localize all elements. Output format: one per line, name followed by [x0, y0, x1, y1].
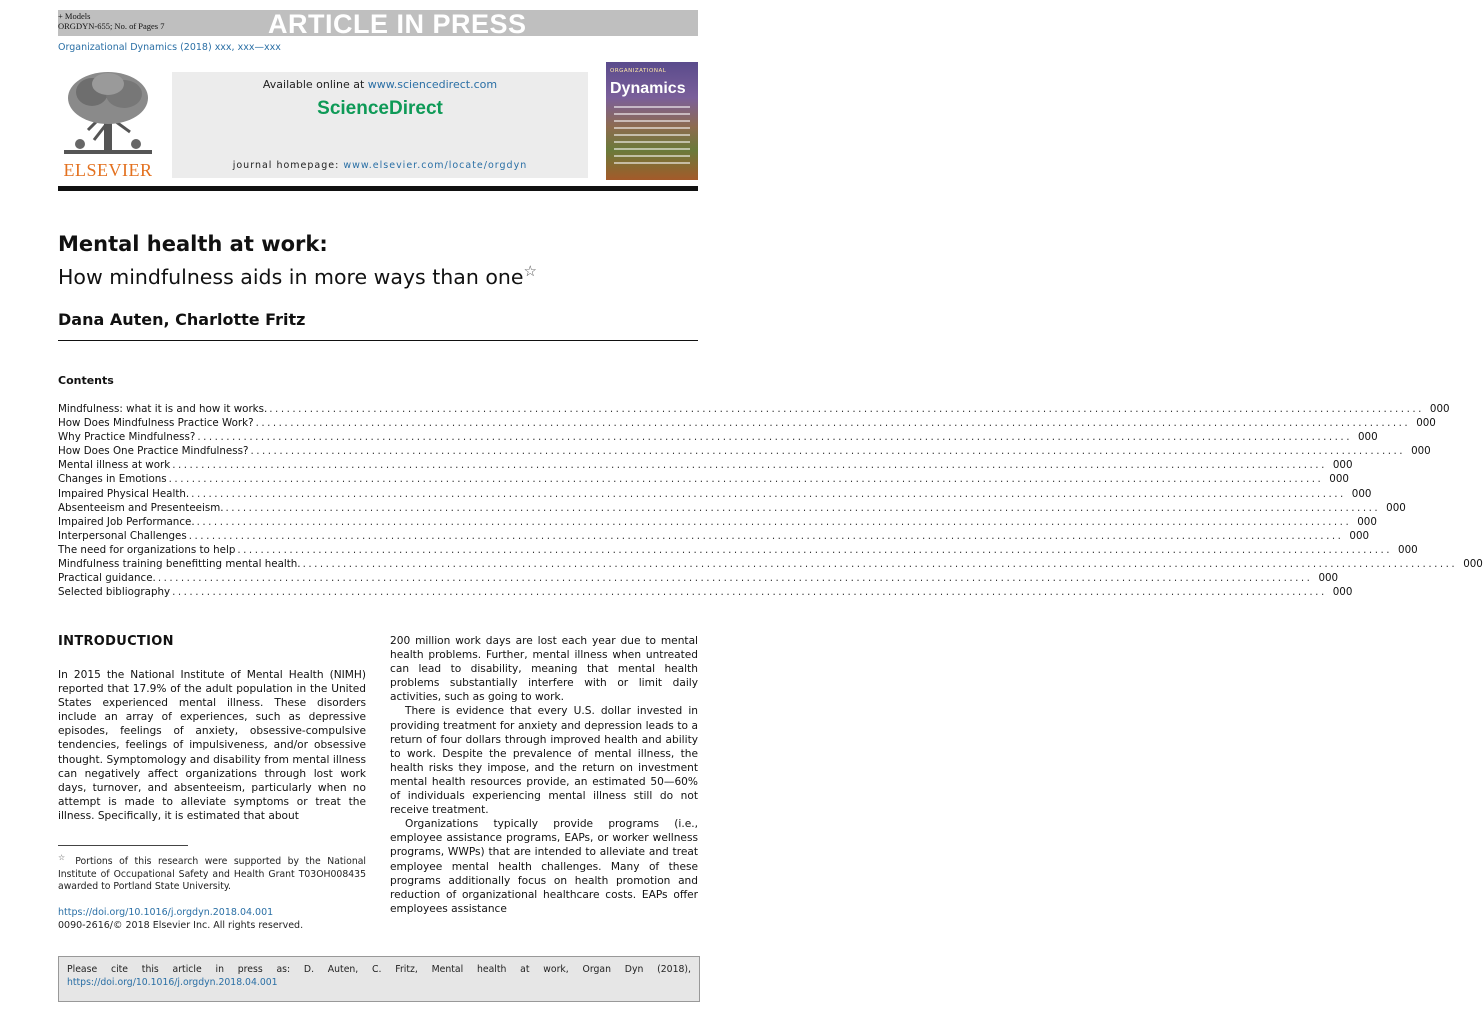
toc-leader-dots: ........................................................................................................................................................................................................: [172, 459, 1327, 472]
toc-entry-page: 000: [1351, 487, 1372, 500]
body-column-right: [390, 634, 698, 916]
toc-entry-page: 000: [1357, 515, 1377, 528]
toc-leader-dots: ........................................................................................................................................................................................................: [250, 445, 1406, 458]
funding-footnote: [58, 852, 366, 893]
citation-text: Please cite this article in press as: D. Auten, C. Fritz, Mental health at work, Organ Dyn (2018),: [67, 964, 691, 975]
footnote-divider: [58, 845, 188, 846]
toc-entry-page: 000: [1398, 543, 1418, 556]
section-heading-introduction: INTRODUCTION: [58, 634, 174, 649]
toc-entry-page: 000: [1329, 473, 1349, 486]
document-id-line: ORGDYN-655; No. of Pages 7: [58, 21, 165, 31]
toc-leader-dots: ........................................................................................................................................................................................................: [157, 572, 1313, 585]
toc-leader-dots: ........................................................................................................................................................................................................: [188, 529, 1344, 542]
toc-entry-label: How Does Mindfulness Practice Work?: [58, 417, 254, 430]
intro-paragraph-4: Organizations typically provide programs (i.e., employee assistance programs, EAPs, or worker wellness programs, WWPs) that are intended to alleviate and treat employee mental health challenges. Many of these programs additionally focus on health promotion and reduction of organizational healthcare costs. EAPs offer employees assistance: [390, 818, 698, 915]
toc-leader-dots: ........................................................................................................................................................................................................: [237, 543, 1393, 556]
masthead-panel: [172, 72, 588, 178]
citation-box: [58, 956, 700, 1002]
toc-entry-label: Impaired Job Performance.: [58, 515, 195, 528]
toc-entry-label: Mindfulness: what it is and how it works.: [58, 403, 268, 415]
toc-entry-label: Changes in Emotions: [58, 473, 167, 486]
homepage-prefix: journal homepage:: [232, 160, 344, 171]
masthead-divider: [58, 186, 698, 191]
toc-entry-page: 000: [1411, 445, 1431, 458]
journal-reference-text: Organizational Dynamics (2018) xxx, xxx—xxx: [58, 42, 281, 53]
toc-entry-page: 000: [1349, 529, 1370, 542]
intro-paragraph-3: There is evidence that every U.S. dollar invested in providing treatment for anxiety and depression leads to a return of four dollars through improved health and ability to work. Despite the prevalence of mental illness, the health risks they impose, and the return on investment mental health resources provide, an estimated 50—60% of individuals experiencing mental illness still do not receive treatment.: [390, 705, 698, 817]
sciencedirect-brand[interactable]: ScienceDirect: [317, 98, 443, 119]
toc-leader-dots: ........................................................................................................................................................................................................: [196, 515, 1352, 528]
toc-entry-page: 000: [1463, 558, 1483, 571]
toc-entry[interactable]: [58, 416, 1436, 430]
toc-entry[interactable]: [58, 515, 1377, 529]
contents-heading: Contents: [58, 374, 114, 387]
toc-entry[interactable]: [58, 430, 1378, 444]
manuscript-info: [58, 11, 164, 31]
toc-entry-page: 000: [1429, 403, 1450, 415]
toc-leader-dots: ........................................................................................................................................................................................................: [172, 586, 1327, 599]
toc-leader-dots: ........................................................................................................................................................................................................: [191, 487, 1346, 500]
article-title: Mental health at work:: [58, 232, 328, 256]
article-authors[interactable]: Dana Auten, Charlotte Fritz: [58, 310, 306, 329]
journal-homepage-line: [172, 160, 588, 171]
toc-entry[interactable]: [58, 529, 1370, 543]
footnote-star-icon[interactable]: ☆: [523, 262, 537, 280]
toc-entry-label: Mental illness at work: [58, 459, 171, 472]
toc-entry-label: Absenteeism and Presenteeism.: [58, 501, 224, 514]
article-subtitle-line: [58, 262, 537, 289]
toc-entry-label: Interpersonal Challenges: [58, 529, 187, 542]
toc-entry-page: 000: [1332, 459, 1353, 472]
intro-paragraph-1: In 2015 the National Institute of Mental Health (NIMH) reported that 17.9% of the adult population in the United States experienced mental illness. These disorders include an array of experiences, such as depressive episodes, feelings of anxiety, obsessive-compulsive tendencies, feelings of impulsiveness, and/or obsessive thought. Symptomology and disability from mental illness can negatively affect organizations through lost work days, turnover, and absenteeism, particularly when no attempt is made to alleviate symptoms or treat the illness. Specifically, it is estimated that about: [58, 669, 366, 822]
journal-cover-image[interactable]: [606, 62, 698, 180]
sciencedirect-link[interactable]: www.sciencedirect.com: [367, 78, 498, 91]
elsevier-logo[interactable]: [58, 70, 158, 182]
toc-entry-label: Why Practice Mindfulness?: [58, 431, 196, 444]
toc-entry[interactable]: [58, 458, 1353, 472]
toc-entry-label: How Does One Practice Mindfulness?: [58, 445, 249, 458]
toc-leader-dots: ........................................................................................................................................................................................................: [225, 501, 1381, 514]
available-online-line: [172, 78, 588, 91]
toc-entry[interactable]: [58, 402, 1450, 416]
table-of-contents: [58, 402, 1483, 599]
toc-entry-page: 000: [1332, 586, 1353, 599]
cover-small-title: ORGANIZATIONAL: [610, 68, 667, 74]
toc-leader-dots: ........................................................................................................................................................................................................: [197, 431, 1352, 444]
intro-paragraph-2: 200 million work days are lost each year due to mental health problems. Further, mental illness when untreated can lead to disability, meaning that mental health problems substantially interfere with or limit daily activities, such as going to work.: [390, 635, 698, 704]
toc-entry-page: 000: [1318, 572, 1339, 585]
toc-entry-page: 000: [1357, 431, 1378, 444]
footnote-star-icon: ☆: [58, 853, 69, 862]
title-divider: [58, 340, 698, 341]
toc-entry[interactable]: [58, 571, 1339, 585]
banner-title: ARTICLE IN PRESS: [268, 9, 527, 39]
toc-entry[interactable]: [58, 585, 1353, 599]
article-in-press-banner: [58, 9, 698, 39]
article-subtitle: How mindfulness aids in more ways than one: [58, 264, 524, 289]
toc-entry[interactable]: [58, 557, 1483, 571]
toc-leader-dots: ........................................................................................................................................................................................................: [302, 558, 1458, 571]
journal-homepage-link[interactable]: www.elsevier.com/locate/orgdyn: [343, 160, 528, 171]
cover-contents-lines: [614, 106, 690, 169]
toc-entry-page: 000: [1386, 501, 1406, 514]
publisher-name: ELSEVIER: [63, 160, 153, 180]
journal-reference[interactable]: [58, 42, 281, 53]
copyright-line: 0090-2616/© 2018 Elsevier Inc. All rights reserved.: [58, 920, 304, 931]
doi-link[interactable]: https://doi.org/10.1016/j.orgdyn.2018.04.001: [58, 907, 274, 918]
toc-leader-dots: ........................................................................................................................................................................................................: [168, 473, 1324, 486]
toc-entry[interactable]: [58, 472, 1349, 486]
toc-entry-label: Selected bibliography: [58, 586, 171, 599]
toc-entry-label: Mindfulness training benefitting mental health.: [58, 558, 301, 571]
toc-leader-dots: ........................................................................................................................................................................................................: [269, 403, 1424, 415]
citation-doi-link[interactable]: https://doi.org/10.1016/j.orgdyn.2018.04.001: [67, 977, 278, 989]
funding-footnote-text: Portions of this research were supported by the National Institute of Occupational Safety and Health Grant T03OH008435 awarded to Portland State University.: [58, 856, 366, 892]
toc-entry[interactable]: [58, 444, 1431, 458]
toc-entry[interactable]: [58, 501, 1406, 515]
toc-entry[interactable]: [58, 487, 1372, 501]
toc-entry-label: Impaired Physical Health.: [58, 487, 190, 500]
models-line: + Models: [58, 11, 91, 21]
cover-title: Dynamics: [610, 80, 686, 97]
toc-entry-page: 000: [1416, 417, 1436, 430]
body-column-left: [58, 668, 366, 823]
elsevier-tree-icon: [58, 70, 158, 158]
toc-entry[interactable]: [58, 543, 1418, 557]
toc-leader-dots: ........................................................................................................................................................................................................: [255, 417, 1411, 430]
toc-entry-label: Practical guidance.: [58, 572, 156, 585]
available-prefix: Available online at: [262, 78, 368, 91]
toc-entry-label: The need for organizations to help: [58, 543, 236, 556]
